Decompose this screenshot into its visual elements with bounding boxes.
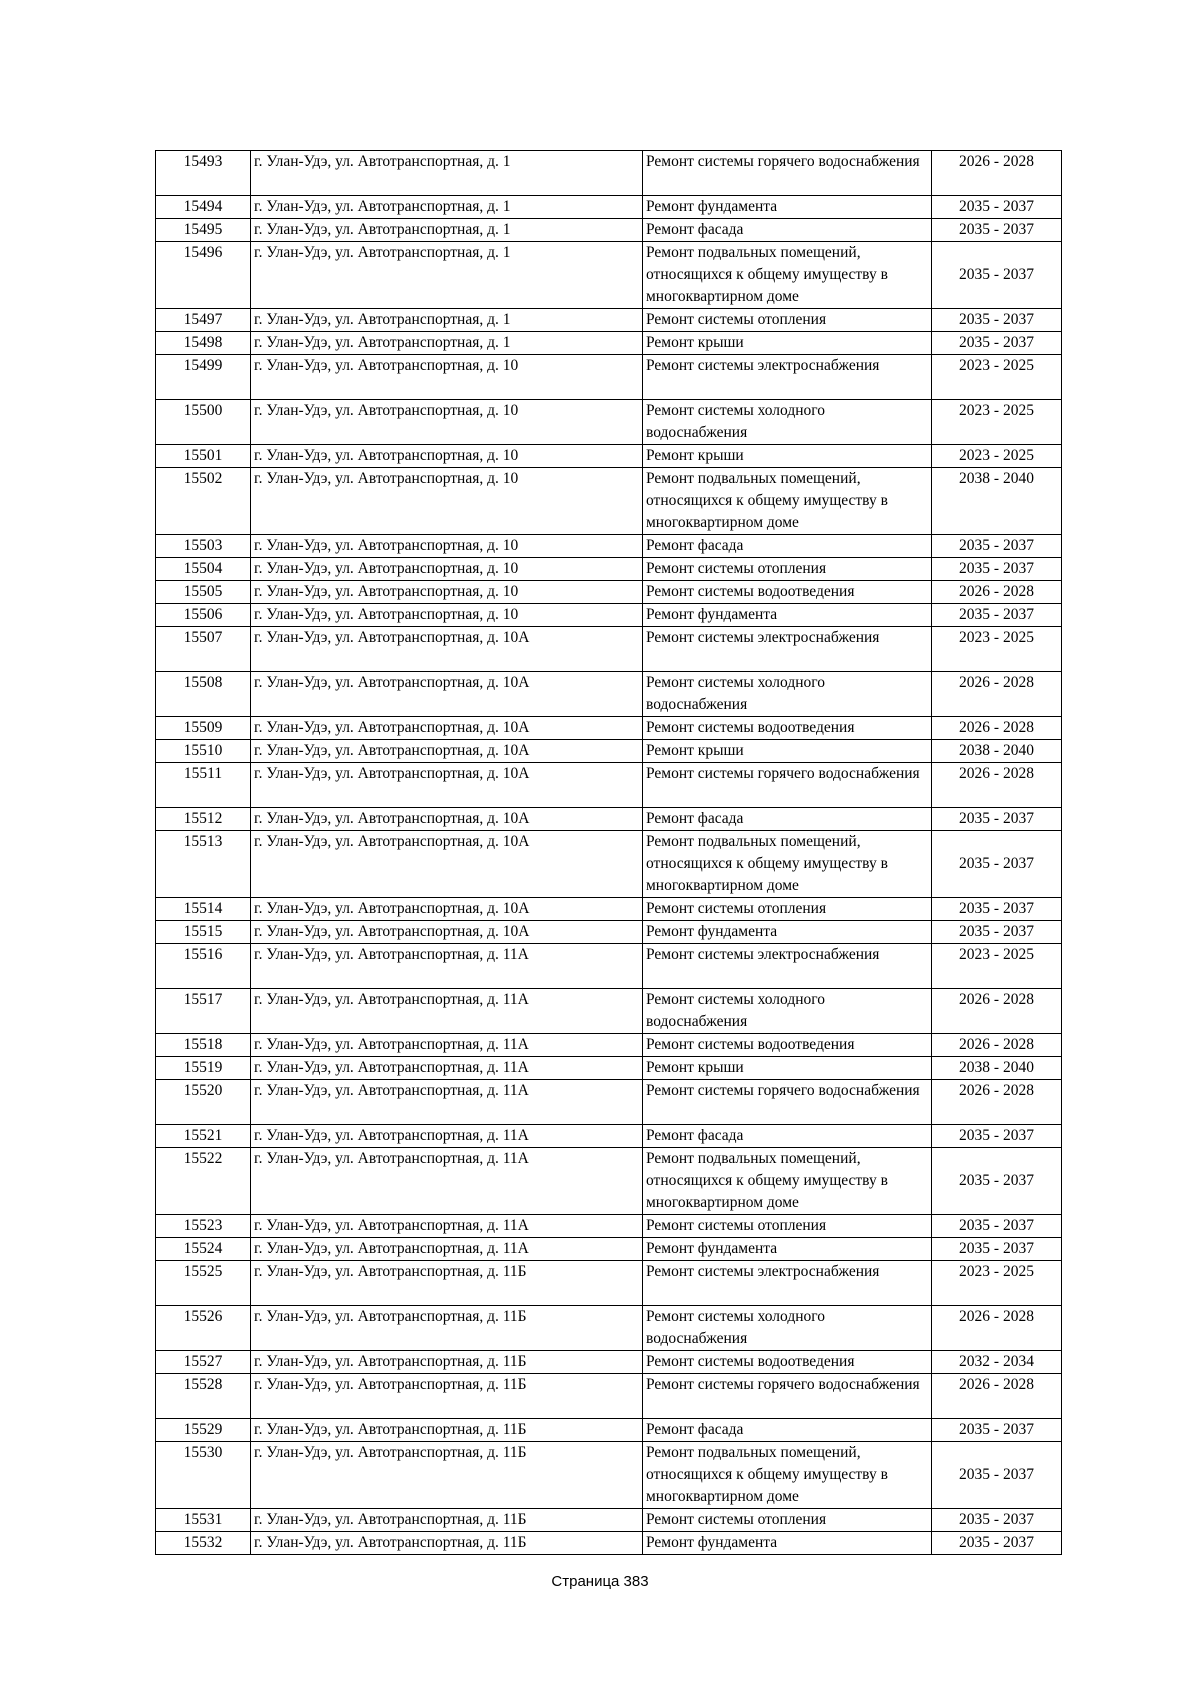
- row-work-type: Ремонт системы отопления: [643, 309, 932, 332]
- row-period: 2035 - 2037: [932, 604, 1062, 627]
- row-work-type: Ремонт системы электроснабжения: [643, 944, 932, 989]
- row-number: 15517: [156, 989, 251, 1034]
- table-row: [156, 1374, 1062, 1419]
- table-row: [156, 1419, 1062, 1442]
- row-address: г. Улан-Удэ, ул. Автотранспортная, д. 10А: [251, 898, 643, 921]
- row-number: 15521: [156, 1125, 251, 1148]
- row-address: г. Улан-Удэ, ул. Автотранспортная, д. 11Б: [251, 1509, 643, 1532]
- table-row: [156, 1261, 1062, 1306]
- table-row: [156, 332, 1062, 355]
- row-work-type: Ремонт фасада: [643, 808, 932, 831]
- row-number: 15522: [156, 1148, 251, 1215]
- row-address: г. Улан-Удэ, ул. Автотранспортная, д. 11А: [251, 1034, 643, 1057]
- row-number: 15515: [156, 921, 251, 944]
- row-address: г. Улан-Удэ, ул. Автотранспортная, д. 11А: [251, 1215, 643, 1238]
- row-address: г. Улан-Удэ, ул. Автотранспортная, д. 1: [251, 219, 643, 242]
- row-period: 2035 - 2037: [932, 332, 1062, 355]
- row-address: г. Улан-Удэ, ул. Автотранспортная, д. 11А: [251, 1057, 643, 1080]
- row-number: 15518: [156, 1034, 251, 1057]
- row-work-type: Ремонт фасада: [643, 535, 932, 558]
- row-number: 15524: [156, 1238, 251, 1261]
- row-address: г. Улан-Удэ, ул. Автотранспортная, д. 11Б: [251, 1374, 643, 1419]
- row-period: 2038 - 2040: [932, 468, 1062, 535]
- table-row: [156, 1351, 1062, 1374]
- row-period: 2035 - 2037: [932, 808, 1062, 831]
- repair-schedule-table: [155, 150, 1062, 1555]
- row-period: 2035 - 2037: [932, 1215, 1062, 1238]
- row-period: 2035 - 2037: [932, 1238, 1062, 1261]
- row-address: г. Улан-Удэ, ул. Автотранспортная, д. 10: [251, 558, 643, 581]
- row-address: г. Улан-Удэ, ул. Автотранспортная, д. 10: [251, 445, 643, 468]
- row-work-type: Ремонт системы холодного водоснабжения: [643, 989, 932, 1034]
- row-number: 15507: [156, 627, 251, 672]
- row-period: 2026 - 2028: [932, 989, 1062, 1034]
- table-row: [156, 242, 1062, 309]
- table-row: [156, 151, 1062, 196]
- row-work-type: Ремонт системы горячего водоснабжения: [643, 151, 932, 196]
- row-period: 2026 - 2028: [932, 151, 1062, 196]
- row-address: г. Улан-Удэ, ул. Автотранспортная, д. 11Б: [251, 1306, 643, 1351]
- table-row: [156, 1306, 1062, 1351]
- row-address: г. Улан-Удэ, ул. Автотранспортная, д. 1: [251, 151, 643, 196]
- row-address: г. Улан-Удэ, ул. Автотранспортная, д. 11А: [251, 989, 643, 1034]
- table-row: [156, 219, 1062, 242]
- row-number: 15497: [156, 309, 251, 332]
- table-row: [156, 1215, 1062, 1238]
- row-number: 15531: [156, 1509, 251, 1532]
- row-work-type: Ремонт системы электроснабжения: [643, 627, 932, 672]
- row-number: 15499: [156, 355, 251, 400]
- table-row: [156, 355, 1062, 400]
- row-work-type: Ремонт системы водоотведения: [643, 581, 932, 604]
- row-period: 2035 - 2037: [932, 309, 1062, 332]
- table-row: [156, 445, 1062, 468]
- table-row: [156, 627, 1062, 672]
- row-number: 15516: [156, 944, 251, 989]
- row-number: 15530: [156, 1442, 251, 1509]
- table-row: [156, 1148, 1062, 1215]
- row-period: 2023 - 2025: [932, 355, 1062, 400]
- row-number: 15528: [156, 1374, 251, 1419]
- row-work-type: Ремонт системы горячего водоснабжения: [643, 763, 932, 808]
- row-work-type: Ремонт подвальных помещений, относящихся к общему имуществу в многоквартирном доме: [643, 468, 932, 535]
- row-work-type: Ремонт системы электроснабжения: [643, 1261, 932, 1306]
- row-period: 2026 - 2028: [932, 1306, 1062, 1351]
- row-work-type: Ремонт системы холодного водоснабжения: [643, 672, 932, 717]
- table-row: [156, 921, 1062, 944]
- row-number: 15503: [156, 535, 251, 558]
- row-period: 2026 - 2028: [932, 763, 1062, 808]
- table-row: [156, 1238, 1062, 1261]
- row-number: 15498: [156, 332, 251, 355]
- row-address: г. Улан-Удэ, ул. Автотранспортная, д. 10: [251, 468, 643, 535]
- row-address: г. Улан-Удэ, ул. Автотранспортная, д. 10А: [251, 717, 643, 740]
- row-address: г. Улан-Удэ, ул. Автотранспортная, д. 10А: [251, 808, 643, 831]
- table-body: [156, 151, 1062, 1555]
- row-work-type: Ремонт системы холодного водоснабжения: [643, 400, 932, 445]
- row-number: 15523: [156, 1215, 251, 1238]
- row-address: г. Улан-Удэ, ул. Автотранспортная, д. 11Б: [251, 1261, 643, 1306]
- row-number: 15511: [156, 763, 251, 808]
- table-row: [156, 468, 1062, 535]
- row-address: г. Улан-Удэ, ул. Автотранспортная, д. 10А: [251, 763, 643, 808]
- row-period: 2035 - 2037: [932, 898, 1062, 921]
- row-address: г. Улан-Удэ, ул. Автотранспортная, д. 10А: [251, 921, 643, 944]
- row-work-type: Ремонт системы горячего водоснабжения: [643, 1374, 932, 1419]
- row-number: 15532: [156, 1532, 251, 1555]
- row-address: г. Улан-Удэ, ул. Автотранспортная, д. 10: [251, 355, 643, 400]
- page-number: Страница 383: [551, 1573, 649, 1590]
- table-row: [156, 309, 1062, 332]
- document-page: [50, 71, 1150, 1627]
- row-address: г. Улан-Удэ, ул. Автотранспортная, д. 11Б: [251, 1419, 643, 1442]
- row-period: 2026 - 2028: [932, 581, 1062, 604]
- row-address: г. Улан-Удэ, ул. Автотранспортная, д. 1: [251, 196, 643, 219]
- row-number: 15496: [156, 242, 251, 309]
- row-address: г. Улан-Удэ, ул. Автотранспортная, д. 10А: [251, 740, 643, 763]
- row-work-type: Ремонт крыши: [643, 740, 932, 763]
- row-work-type: Ремонт фундамента: [643, 196, 932, 219]
- row-number: 15520: [156, 1080, 251, 1125]
- row-period: 2023 - 2025: [932, 400, 1062, 445]
- table-row: [156, 763, 1062, 808]
- table-row: [156, 400, 1062, 445]
- row-period: 2026 - 2028: [932, 672, 1062, 717]
- row-work-type: Ремонт крыши: [643, 445, 932, 468]
- row-period: 2035 - 2037: [932, 1442, 1062, 1509]
- row-work-type: Ремонт крыши: [643, 1057, 932, 1080]
- row-work-type: Ремонт системы водоотведения: [643, 717, 932, 740]
- row-period: 2038 - 2040: [932, 740, 1062, 763]
- row-work-type: Ремонт системы отопления: [643, 898, 932, 921]
- row-work-type: Ремонт фасада: [643, 1125, 932, 1148]
- table-row: [156, 740, 1062, 763]
- row-address: г. Улан-Удэ, ул. Автотранспортная, д. 11Б: [251, 1351, 643, 1374]
- row-number: 15526: [156, 1306, 251, 1351]
- row-address: г. Улан-Удэ, ул. Автотранспортная, д. 10А: [251, 672, 643, 717]
- row-address: г. Улан-Удэ, ул. Автотранспортная, д. 11А: [251, 1148, 643, 1215]
- row-period: 2035 - 2037: [932, 196, 1062, 219]
- row-number: 15509: [156, 717, 251, 740]
- table-row: [156, 831, 1062, 898]
- table-row: [156, 196, 1062, 219]
- table-row: [156, 1442, 1062, 1509]
- table-row: [156, 558, 1062, 581]
- row-number: 15514: [156, 898, 251, 921]
- table-row: [156, 581, 1062, 604]
- table-row: [156, 989, 1062, 1034]
- row-period: 2023 - 2025: [932, 1261, 1062, 1306]
- table-row: [156, 944, 1062, 989]
- row-number: 15508: [156, 672, 251, 717]
- row-work-type: Ремонт системы отопления: [643, 1215, 932, 1238]
- row-work-type: Ремонт подвальных помещений, относящихся к общему имуществу в многоквартирном доме: [643, 1148, 932, 1215]
- row-work-type: Ремонт подвальных помещений, относящихся к общему имуществу в многоквартирном доме: [643, 242, 932, 309]
- row-work-type: Ремонт системы электроснабжения: [643, 355, 932, 400]
- table-row: [156, 898, 1062, 921]
- row-work-type: Ремонт фасада: [643, 1419, 932, 1442]
- row-address: г. Улан-Удэ, ул. Автотранспортная, д. 11А: [251, 1080, 643, 1125]
- row-period: 2035 - 2037: [932, 1509, 1062, 1532]
- table-row: [156, 1509, 1062, 1532]
- row-work-type: Ремонт фундамента: [643, 1238, 932, 1261]
- row-period: 2035 - 2037: [932, 1532, 1062, 1555]
- table-row: [156, 1034, 1062, 1057]
- row-address: г. Улан-Удэ, ул. Автотранспортная, д. 10А: [251, 831, 643, 898]
- row-address: г. Улан-Удэ, ул. Автотранспортная, д. 11А: [251, 1125, 643, 1148]
- row-work-type: Ремонт фундамента: [643, 604, 932, 627]
- table-row: [156, 1080, 1062, 1125]
- row-period: 2035 - 2037: [932, 831, 1062, 898]
- row-period: 2026 - 2028: [932, 1034, 1062, 1057]
- row-period: 2023 - 2025: [932, 944, 1062, 989]
- row-work-type: Ремонт подвальных помещений, относящихся к общему имуществу в многоквартирном доме: [643, 1442, 932, 1509]
- row-work-type: Ремонт фундамента: [643, 1532, 932, 1555]
- row-address: г. Улан-Удэ, ул. Автотранспортная, д. 11Б: [251, 1532, 643, 1555]
- row-number: 15506: [156, 604, 251, 627]
- table-row: [156, 1057, 1062, 1080]
- row-period: 2035 - 2037: [932, 1419, 1062, 1442]
- row-period: 2038 - 2040: [932, 1057, 1062, 1080]
- table-row: [156, 535, 1062, 558]
- row-number: 15502: [156, 468, 251, 535]
- row-work-type: Ремонт системы горячего водоснабжения: [643, 1080, 932, 1125]
- row-number: 15527: [156, 1351, 251, 1374]
- row-period: 2035 - 2037: [932, 242, 1062, 309]
- row-number: 15495: [156, 219, 251, 242]
- row-number: 15519: [156, 1057, 251, 1080]
- row-number: 15501: [156, 445, 251, 468]
- row-address: г. Улан-Удэ, ул. Автотранспортная, д. 10: [251, 535, 643, 558]
- row-address: г. Улан-Удэ, ул. Автотранспортная, д. 11А: [251, 944, 643, 989]
- row-work-type: Ремонт фасада: [643, 219, 932, 242]
- row-address: г. Улан-Удэ, ул. Автотранспортная, д. 10: [251, 604, 643, 627]
- row-period: 2026 - 2028: [932, 1080, 1062, 1125]
- row-period: 2023 - 2025: [932, 445, 1062, 468]
- row-period: 2026 - 2028: [932, 717, 1062, 740]
- row-period: 2035 - 2037: [932, 535, 1062, 558]
- row-period: 2035 - 2037: [932, 1125, 1062, 1148]
- row-number: 15529: [156, 1419, 251, 1442]
- row-address: г. Улан-Удэ, ул. Автотранспортная, д. 11Б: [251, 1442, 643, 1509]
- row-number: 15510: [156, 740, 251, 763]
- table-row: [156, 808, 1062, 831]
- row-address: г. Улан-Удэ, ул. Автотранспортная, д. 1: [251, 242, 643, 309]
- row-address: г. Улан-Удэ, ул. Автотранспортная, д. 10: [251, 581, 643, 604]
- row-period: 2023 - 2025: [932, 627, 1062, 672]
- row-number: 15513: [156, 831, 251, 898]
- row-work-type: Ремонт фундамента: [643, 921, 932, 944]
- row-work-type: Ремонт системы водоотведения: [643, 1351, 932, 1374]
- table-row: [156, 717, 1062, 740]
- row-work-type: Ремонт подвальных помещений, относящихся к общему имуществу в многоквартирном доме: [643, 831, 932, 898]
- row-work-type: Ремонт системы холодного водоснабжения: [643, 1306, 932, 1351]
- row-number: 15500: [156, 400, 251, 445]
- row-period: 2035 - 2037: [932, 1148, 1062, 1215]
- row-address: г. Улан-Удэ, ул. Автотранспортная, д. 10: [251, 400, 643, 445]
- row-period: 2035 - 2037: [932, 558, 1062, 581]
- row-work-type: Ремонт системы водоотведения: [643, 1034, 932, 1057]
- row-work-type: Ремонт системы отопления: [643, 558, 932, 581]
- row-address: г. Улан-Удэ, ул. Автотранспортная, д. 11А: [251, 1238, 643, 1261]
- row-address: г. Улан-Удэ, ул. Автотранспортная, д. 10А: [251, 627, 643, 672]
- row-number: 15504: [156, 558, 251, 581]
- row-number: 15512: [156, 808, 251, 831]
- row-period: 2026 - 2028: [932, 1374, 1062, 1419]
- row-work-type: Ремонт системы отопления: [643, 1509, 932, 1532]
- row-address: г. Улан-Удэ, ул. Автотранспортная, д. 1: [251, 332, 643, 355]
- table-row: [156, 672, 1062, 717]
- row-period: 2032 - 2034: [932, 1351, 1062, 1374]
- row-address: г. Улан-Удэ, ул. Автотранспортная, д. 1: [251, 309, 643, 332]
- table-row: [156, 1532, 1062, 1555]
- row-period: 2035 - 2037: [932, 219, 1062, 242]
- table-row: [156, 604, 1062, 627]
- row-number: 15493: [156, 151, 251, 196]
- row-number: 15494: [156, 196, 251, 219]
- row-work-type: Ремонт крыши: [643, 332, 932, 355]
- table-row: [156, 1125, 1062, 1148]
- row-number: 15505: [156, 581, 251, 604]
- row-number: 15525: [156, 1261, 251, 1306]
- row-period: 2035 - 2037: [932, 921, 1062, 944]
